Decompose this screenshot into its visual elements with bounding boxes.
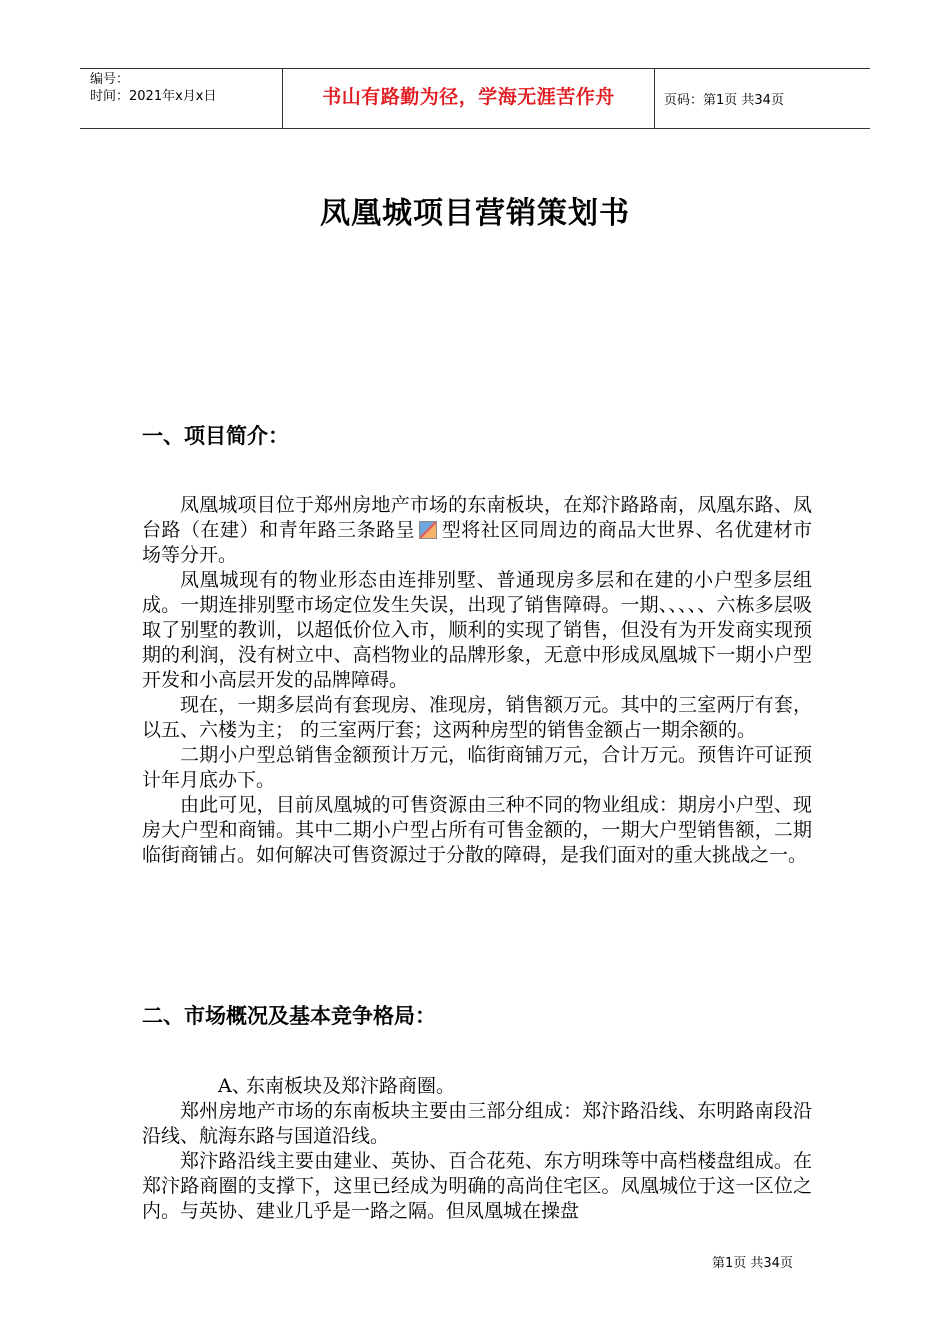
header-meta [90, 71, 216, 105]
subsection-heading [142, 1074, 812, 1099]
header-number: 编号： [90, 72, 130, 87]
header-divider-right [654, 68, 655, 129]
paragraph: 郑州房地产市场的东南板块主要由三部分组成：郑汴路沿线、东明路南段沿沿线、航海东路与国道沿线。 [142, 1100, 812, 1147]
subsection-label: A、 [218, 1075, 251, 1097]
paragraph: 由此可见，目前凤凰城的可售资源由三种不同的物业组成：期房小户型、现房大户型和商铺。其中二期小户型占所有可售金额的，一期大户型销售额，二期临街商铺占。如何解决可售资源过于分散的障碍，是我们面对的重大挑战之一。 [142, 794, 812, 866]
image-placeholder-icon [419, 521, 437, 539]
paragraph: 二期小户型总销售金额预计万元，临街商铺万元，合计万元。预售许可证预计年月底办下。 [142, 744, 812, 791]
section-market-body [142, 1074, 812, 1224]
header-page-number: 页码：第1页 共34页 [664, 93, 784, 108]
paragraph-text: 型将社区同周边的商品大世界、名优建材市场等分开。 [142, 519, 812, 566]
paragraph: 现在，一期多层尚有套现房、准现房，销售额万元。其中的三室两厅有套，以五、六楼为主； 的三室两厅套；这两种房型的销售金额占一期余额的。 [142, 694, 812, 741]
paragraph: 凤凰城现有的物业形态由连排别墅、普通现房多层和在建的小户型多层组成。一期连排别墅市场定位发生失误，出现了销售障碍。一期、、、、、六栋多层吸取了别墅的教训，以超低价位入市，顺利的实现了销售，但没有为开发商实现预期的利润，没有树立中、高档物业的品牌形象，无意中形成凤凰城下一期小户型开发和小高层开发的品牌障碍。 [142, 569, 812, 691]
paragraph [142, 493, 812, 568]
subsection-title: 东南板块及郑汴路商圈。 [246, 1075, 456, 1097]
header-top-rule [80, 68, 870, 69]
header-time: 时间：2021年x月x日 [90, 89, 217, 104]
paragraph: 郑汴路沿线主要由建业、英协、百合花苑、东方明珠等中高档楼盘组成。在郑汴路商圈的支撑下，这里已经成为明确的高尚住宅区。凤凰城位于这一区位之内。与英协、建业几乎是一路之隔。但凤凰城在操盘 [142, 1150, 812, 1222]
document-title: 凤凰城项目营销策划书 [320, 196, 630, 231]
section-heading-market: 二、市场概况及基本竞争格局： [142, 1004, 436, 1028]
section-heading-intro: 一、项目简介： [142, 424, 289, 448]
footer-page-number: 第1页 共34页 [712, 1256, 793, 1271]
section-intro-body [142, 493, 812, 868]
header-bottom-rule [80, 128, 870, 129]
paragraph-text: 凤凰城项目位于郑州房地产市场的东南板块，在郑汴路路南，凤凰东路、凤台路（在建）和青年路三条路呈 [142, 494, 812, 541]
header-motto: 书山有路勤为径，学海无涯苦作舟 [322, 86, 615, 108]
